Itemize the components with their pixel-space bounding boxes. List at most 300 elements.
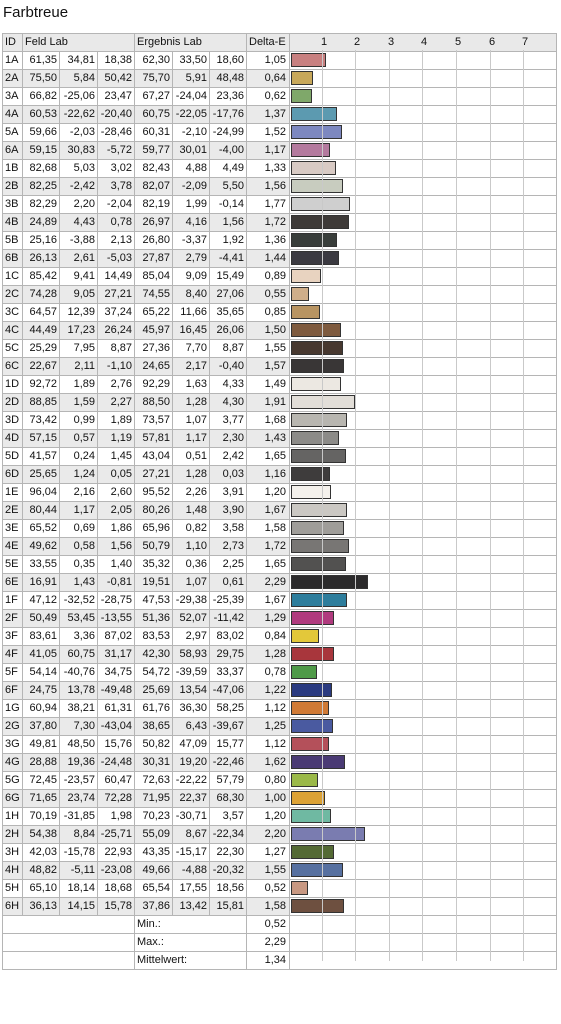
ergebnis-lab-value: 13,42 <box>173 898 210 916</box>
feld-lab-value: 16,91 <box>23 574 60 592</box>
ergebnis-lab-value: 52,07 <box>173 610 210 628</box>
feld-lab-value: 59,15 <box>23 142 60 160</box>
row-id: 5F <box>3 664 23 682</box>
feld-lab-value: 59,66 <box>23 124 60 142</box>
feld-lab-value: -32,52 <box>60 592 98 610</box>
ergebnis-lab-value: 3,91 <box>210 484 247 502</box>
ergebnis-lab-value: 6,43 <box>173 718 210 736</box>
delta-e-value: 1,22 <box>247 682 290 700</box>
table-row <box>3 592 557 610</box>
row-id: 2F <box>3 610 23 628</box>
ergebnis-lab-value: 1,07 <box>173 412 210 430</box>
x-tick-label: 7 <box>522 36 529 48</box>
bar-cell <box>290 430 557 448</box>
bar-cell <box>290 772 557 790</box>
bar-cell <box>290 250 557 268</box>
feld-lab-value: 4,43 <box>60 214 98 232</box>
ergebnis-lab-value: 4,30 <box>210 394 247 412</box>
feld-lab-value: 5,84 <box>60 70 98 88</box>
ergebnis-lab-value: 13,54 <box>173 682 210 700</box>
ergebnis-lab-value: 60,31 <box>135 124 173 142</box>
table-row <box>3 484 557 502</box>
row-id: 2H <box>3 826 23 844</box>
ergebnis-lab-value: 29,75 <box>210 646 247 664</box>
bar-cell <box>290 556 557 574</box>
feld-lab-value: 2,11 <box>60 358 98 376</box>
bar-cell <box>290 160 557 178</box>
ergebnis-lab-value: 15,77 <box>210 736 247 754</box>
table-row <box>3 124 557 142</box>
feld-lab-value: 3,02 <box>98 160 135 178</box>
feld-lab-value: 54,14 <box>23 664 60 682</box>
delta-e-bar <box>291 593 347 607</box>
ergebnis-lab-value: -4,41 <box>210 250 247 268</box>
feld-lab-value: 92,72 <box>23 376 60 394</box>
bar-cell <box>290 718 557 736</box>
ergebnis-lab-value: 4,49 <box>210 160 247 178</box>
feld-lab-value: 2,27 <box>98 394 135 412</box>
ergebnis-lab-value: 43,04 <box>135 448 173 466</box>
x-tick-label: 3 <box>388 36 395 48</box>
delta-e-value: 0,89 <box>247 268 290 286</box>
ergebnis-lab-value: -24,99 <box>210 124 247 142</box>
table-row <box>3 70 557 88</box>
feld-lab-value: 5,03 <box>60 160 98 178</box>
feld-lab-value: -2,42 <box>60 178 98 196</box>
ergebnis-lab-value: -11,42 <box>210 610 247 628</box>
delta-e-bar <box>291 341 343 355</box>
table-row <box>3 754 557 772</box>
bar-cell <box>290 754 557 772</box>
feld-lab-value: 26,13 <box>23 250 60 268</box>
delta-e-value: 1,20 <box>247 808 290 826</box>
ergebnis-lab-value: 5,91 <box>173 70 210 88</box>
delta-e-bar <box>291 467 330 481</box>
feld-lab-value: 82,29 <box>23 196 60 214</box>
ergebnis-lab-value: 71,95 <box>135 790 173 808</box>
bar-cell <box>290 412 557 430</box>
ergebnis-lab-value: 1,63 <box>173 376 210 394</box>
row-id: 6E <box>3 574 23 592</box>
row-id: 4A <box>3 106 23 124</box>
ergebnis-lab-value: 55,09 <box>135 826 173 844</box>
bar-cell <box>290 88 557 106</box>
feld-lab-value: 23,74 <box>60 790 98 808</box>
delta-e-bar <box>291 233 337 247</box>
table-row <box>3 772 557 790</box>
delta-e-value: 1,43 <box>247 430 290 448</box>
feld-lab-value: 14,15 <box>60 898 98 916</box>
delta-e-bar <box>291 899 344 913</box>
ergebnis-lab-value: 3,57 <box>210 808 247 826</box>
ergebnis-lab-value: 48,48 <box>210 70 247 88</box>
bar-cell <box>290 898 557 916</box>
bar-cell <box>290 268 557 286</box>
feld-lab-value: 73,42 <box>23 412 60 430</box>
feld-lab-value: 49,81 <box>23 736 60 754</box>
table-row <box>3 862 557 880</box>
ergebnis-lab-value: 17,55 <box>173 880 210 898</box>
table-row <box>3 430 557 448</box>
feld-lab-value: 12,39 <box>60 304 98 322</box>
summary-min-value: 0,52 <box>247 916 290 934</box>
ergebnis-lab-value: 50,82 <box>135 736 173 754</box>
bar-cell <box>290 646 557 664</box>
feld-lab-value: -20,40 <box>98 106 135 124</box>
feld-lab-value: 82,25 <box>23 178 60 196</box>
feld-lab-value: 42,03 <box>23 844 60 862</box>
feld-lab-value: 50,49 <box>23 610 60 628</box>
feld-lab-value: 65,52 <box>23 520 60 538</box>
table-row <box>3 574 557 592</box>
delta-e-value: 0,78 <box>247 664 290 682</box>
ergebnis-lab-value: 68,30 <box>210 790 247 808</box>
feld-lab-value: 0,05 <box>98 466 135 484</box>
feld-lab-value: 1,56 <box>98 538 135 556</box>
row-id: 3B <box>3 196 23 214</box>
row-id: 6B <box>3 250 23 268</box>
feld-lab-value: 72,28 <box>98 790 135 808</box>
delta-e-bar <box>291 287 309 301</box>
ergebnis-lab-value: 11,66 <box>173 304 210 322</box>
table-row <box>3 286 557 304</box>
ergebnis-lab-value: 19,20 <box>173 754 210 772</box>
row-id: 3A <box>3 88 23 106</box>
ergebnis-lab-value: 72,63 <box>135 772 173 790</box>
x-axis-scale <box>290 34 557 52</box>
delta-e-bar <box>291 539 349 553</box>
ergebnis-lab-value: 26,80 <box>135 232 173 250</box>
feld-lab-value: 18,38 <box>98 52 135 70</box>
ergebnis-lab-value: 19,51 <box>135 574 173 592</box>
delta-e-value: 1,62 <box>247 754 290 772</box>
ergebnis-lab-value: -22,22 <box>173 772 210 790</box>
row-id: 1F <box>3 592 23 610</box>
delta-e-value: 1,37 <box>247 106 290 124</box>
row-id: 6G <box>3 790 23 808</box>
feld-lab-value: 72,45 <box>23 772 60 790</box>
feld-lab-value: -28,46 <box>98 124 135 142</box>
ergebnis-lab-value: -22,46 <box>210 754 247 772</box>
delta-e-bar <box>291 701 329 715</box>
row-id: 5G <box>3 772 23 790</box>
bar-cell <box>290 196 557 214</box>
feld-lab-value: 0,35 <box>60 556 98 574</box>
feld-lab-value: 1,24 <box>60 466 98 484</box>
row-id: 5B <box>3 232 23 250</box>
table-row <box>3 898 557 916</box>
bar-cell <box>290 394 557 412</box>
table-row <box>3 358 557 376</box>
bar-cell <box>290 682 557 700</box>
ergebnis-lab-value: 51,36 <box>135 610 173 628</box>
ergebnis-lab-value: 37,86 <box>135 898 173 916</box>
ergebnis-lab-value: 33,37 <box>210 664 247 682</box>
row-id: 2A <box>3 70 23 88</box>
bar-cell <box>290 214 557 232</box>
ergebnis-lab-value: 47,53 <box>135 592 173 610</box>
feld-lab-value: 1,40 <box>98 556 135 574</box>
summary-mean-label: Mittelwert: <box>135 952 247 970</box>
feld-lab-value: -5,03 <box>98 250 135 268</box>
ergebnis-lab-value: 4,16 <box>173 214 210 232</box>
row-id: 1D <box>3 376 23 394</box>
row-id: 2D <box>3 394 23 412</box>
feld-lab-value: 83,61 <box>23 628 60 646</box>
delta-e-bar <box>291 881 308 895</box>
bar-cell <box>290 142 557 160</box>
ergebnis-lab-value: 0,61 <box>210 574 247 592</box>
bar-cell <box>290 574 557 592</box>
ergebnis-lab-value: 2,17 <box>173 358 210 376</box>
delta-e-value: 1,12 <box>247 736 290 754</box>
feld-lab-value: 2,61 <box>60 250 98 268</box>
ergebnis-lab-value: 27,06 <box>210 286 247 304</box>
feld-lab-value: 1,98 <box>98 808 135 826</box>
ergebnis-lab-value: 0,03 <box>210 466 247 484</box>
ergebnis-lab-value: 73,57 <box>135 412 173 430</box>
ergebnis-lab-value: 0,51 <box>173 448 210 466</box>
feld-lab-value: 9,41 <box>60 268 98 286</box>
table-row <box>3 844 557 862</box>
ergebnis-lab-value: 36,30 <box>173 700 210 718</box>
delta-e-bar <box>291 863 343 877</box>
delta-e-bar <box>291 413 347 427</box>
feld-lab-value: 27,21 <box>98 286 135 304</box>
ergebnis-lab-value: 23,36 <box>210 88 247 106</box>
delta-e-bar <box>291 557 346 571</box>
delta-e-bar <box>291 431 339 445</box>
feld-lab-value: 65,10 <box>23 880 60 898</box>
delta-e-bar <box>291 719 333 733</box>
row-id: 3F <box>3 628 23 646</box>
ergebnis-lab-value: 65,22 <box>135 304 173 322</box>
bar-cell <box>290 520 557 538</box>
feld-lab-value: -0,81 <box>98 574 135 592</box>
delta-e-bar <box>291 629 319 643</box>
ergebnis-lab-value: 30,01 <box>173 142 210 160</box>
table-row <box>3 646 557 664</box>
header-delta-e: Delta-E <box>247 34 290 52</box>
row-id: 6D <box>3 466 23 484</box>
delta-e-value: 1,72 <box>247 538 290 556</box>
ergebnis-lab-value: 26,97 <box>135 214 173 232</box>
table-row <box>3 394 557 412</box>
delta-e-value: 1,55 <box>247 340 290 358</box>
ergebnis-lab-value: 2,30 <box>210 430 247 448</box>
delta-e-value: 0,62 <box>247 88 290 106</box>
ergebnis-lab-value: -39,67 <box>210 718 247 736</box>
feld-lab-value: 1,45 <box>98 448 135 466</box>
ergebnis-lab-value: 33,50 <box>173 52 210 70</box>
feld-lab-value: 0,99 <box>60 412 98 430</box>
ergebnis-lab-value: 49,66 <box>135 862 173 880</box>
row-id: 5H <box>3 880 23 898</box>
ergebnis-lab-value: 58,25 <box>210 700 247 718</box>
ergebnis-lab-value: 38,65 <box>135 718 173 736</box>
bar-cell <box>290 70 557 88</box>
feld-lab-value: 82,68 <box>23 160 60 178</box>
delta-e-value: 0,55 <box>247 286 290 304</box>
table-row <box>3 52 557 70</box>
feld-lab-value: 60,75 <box>60 646 98 664</box>
delta-e-value: 1,58 <box>247 898 290 916</box>
feld-lab-value: 1,19 <box>98 430 135 448</box>
ergebnis-lab-value: 61,76 <box>135 700 173 718</box>
feld-lab-value: 41,57 <box>23 448 60 466</box>
feld-lab-value: -22,62 <box>60 106 98 124</box>
feld-lab-value: -49,48 <box>98 682 135 700</box>
ergebnis-lab-value: 27,36 <box>135 340 173 358</box>
delta-e-value: 1,68 <box>247 412 290 430</box>
grid-line <box>523 50 524 961</box>
ergebnis-lab-value: -0,14 <box>210 196 247 214</box>
ergebnis-lab-value: 8,87 <box>210 340 247 358</box>
ergebnis-lab-value: -0,40 <box>210 358 247 376</box>
feld-lab-value: -43,04 <box>98 718 135 736</box>
delta-e-value: 1,00 <box>247 790 290 808</box>
feld-lab-value: 48,82 <box>23 862 60 880</box>
feld-lab-value: 17,23 <box>60 322 98 340</box>
table-row <box>3 232 557 250</box>
feld-lab-value: 13,78 <box>60 682 98 700</box>
table-row <box>3 880 557 898</box>
ergebnis-lab-value: 70,23 <box>135 808 173 826</box>
ergebnis-lab-value: -22,34 <box>210 826 247 844</box>
delta-e-value: 1,72 <box>247 214 290 232</box>
header-ergebnis-lab: Ergebnis Lab <box>135 34 247 52</box>
ergebnis-lab-value: 57,79 <box>210 772 247 790</box>
feld-lab-value: 3,78 <box>98 178 135 196</box>
x-tick-label: 1 <box>321 36 328 48</box>
table-row <box>3 718 557 736</box>
row-id: 3E <box>3 520 23 538</box>
delta-e-bar <box>291 53 326 67</box>
delta-e-bar <box>291 377 341 391</box>
summary-max-value: 2,29 <box>247 934 290 952</box>
summary-mean-row <box>3 952 557 970</box>
grid-line <box>389 50 390 961</box>
delta-e-value: 1,17 <box>247 142 290 160</box>
feld-lab-value: 1,89 <box>60 376 98 394</box>
table-row <box>3 556 557 574</box>
feld-lab-value: 26,24 <box>98 322 135 340</box>
row-id: 6A <box>3 142 23 160</box>
feld-lab-value: 0,78 <box>98 214 135 232</box>
table-row <box>3 268 557 286</box>
feld-lab-value: 75,50 <box>23 70 60 88</box>
feld-lab-value: 61,35 <box>23 52 60 70</box>
ergebnis-lab-value: 1,17 <box>173 430 210 448</box>
feld-lab-value: 9,05 <box>60 286 98 304</box>
ergebnis-lab-value: 1,56 <box>210 214 247 232</box>
ergebnis-lab-value: -4,00 <box>210 142 247 160</box>
delta-e-bar <box>291 575 368 589</box>
ergebnis-lab-value: -30,71 <box>173 808 210 826</box>
ergebnis-lab-value: 2,79 <box>173 250 210 268</box>
ergebnis-lab-value: 5,50 <box>210 178 247 196</box>
delta-e-bar <box>291 665 317 679</box>
feld-lab-value: 2,13 <box>98 232 135 250</box>
table-row <box>3 502 557 520</box>
feld-lab-value: 0,24 <box>60 448 98 466</box>
feld-lab-value: 31,17 <box>98 646 135 664</box>
feld-lab-value: 2,05 <box>98 502 135 520</box>
feld-lab-value: 85,42 <box>23 268 60 286</box>
ergebnis-lab-value: -4,88 <box>173 862 210 880</box>
table-row <box>3 826 557 844</box>
ergebnis-lab-value: 1,92 <box>210 232 247 250</box>
delta-e-bar <box>291 143 330 157</box>
bar-cell <box>290 826 557 844</box>
bar-cell <box>290 376 557 394</box>
feld-lab-value: 14,49 <box>98 268 135 286</box>
ergebnis-lab-value: 83,53 <box>135 628 173 646</box>
grid-line <box>422 50 423 961</box>
ergebnis-lab-value: 27,87 <box>135 250 173 268</box>
bar-cell <box>290 106 557 124</box>
table-row <box>3 160 557 178</box>
delta-e-bar <box>291 197 350 211</box>
delta-e-bar <box>291 485 331 499</box>
feld-lab-value: 33,55 <box>23 556 60 574</box>
table-row <box>3 790 557 808</box>
ergebnis-lab-value: 24,65 <box>135 358 173 376</box>
delta-e-bar <box>291 269 321 283</box>
ergebnis-lab-value: 95,52 <box>135 484 173 502</box>
delta-e-value: 1,29 <box>247 610 290 628</box>
row-id: 3H <box>3 844 23 862</box>
feld-lab-value: 1,17 <box>60 502 98 520</box>
feld-lab-value: 53,45 <box>60 610 98 628</box>
feld-lab-value: 23,47 <box>98 88 135 106</box>
feld-lab-value: 0,69 <box>60 520 98 538</box>
feld-lab-value: 50,42 <box>98 70 135 88</box>
delta-e-bar <box>291 449 346 463</box>
row-id: 1E <box>3 484 23 502</box>
table-row <box>3 304 557 322</box>
table-row <box>3 376 557 394</box>
feld-lab-value: 88,85 <box>23 394 60 412</box>
feld-lab-value: 28,88 <box>23 754 60 772</box>
color-accuracy-table <box>2 33 557 970</box>
bar-cell <box>290 790 557 808</box>
delta-e-value: 1,57 <box>247 358 290 376</box>
row-id: 2G <box>3 718 23 736</box>
feld-lab-value: 15,78 <box>98 898 135 916</box>
ergebnis-lab-value: 2,26 <box>173 484 210 502</box>
ergebnis-lab-value: 43,35 <box>135 844 173 862</box>
feld-lab-value: 7,95 <box>60 340 98 358</box>
delta-e-bar <box>291 89 312 103</box>
x-tick-label: 6 <box>489 36 496 48</box>
feld-lab-value: 1,59 <box>60 394 98 412</box>
row-id: 5C <box>3 340 23 358</box>
feld-lab-value: 44,49 <box>23 322 60 340</box>
ergebnis-lab-value: 3,90 <box>210 502 247 520</box>
bar-cell <box>290 484 557 502</box>
row-id: 5D <box>3 448 23 466</box>
ergebnis-lab-value: 65,96 <box>135 520 173 538</box>
bar-cell <box>290 538 557 556</box>
table-row <box>3 322 557 340</box>
ergebnis-lab-value: 1,28 <box>173 394 210 412</box>
ergebnis-lab-value: 2,42 <box>210 448 247 466</box>
feld-lab-value: 49,62 <box>23 538 60 556</box>
ergebnis-lab-value: 1,28 <box>173 466 210 484</box>
bar-cell <box>290 880 557 898</box>
bar-cell <box>290 124 557 142</box>
